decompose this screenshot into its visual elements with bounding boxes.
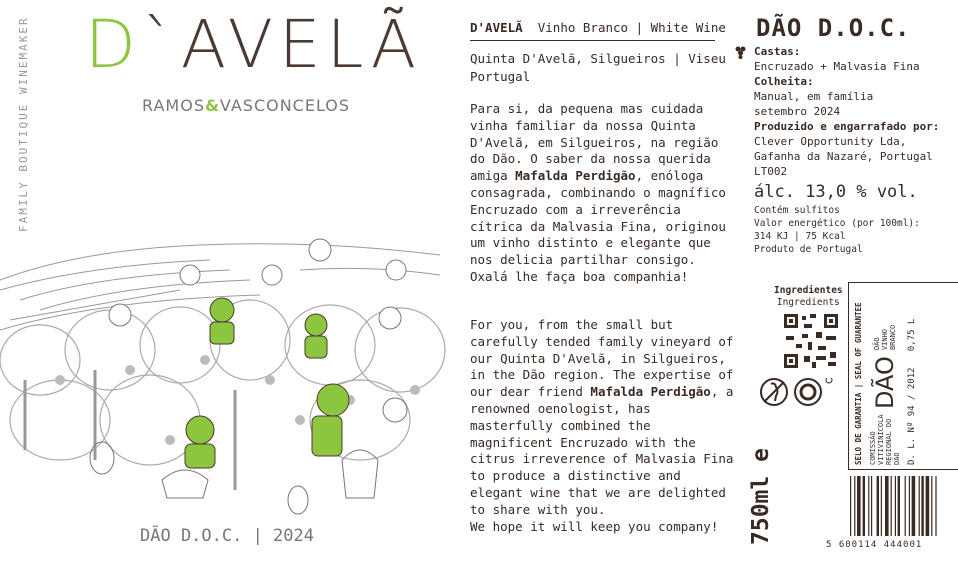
qr-code-icon[interactable] [782, 312, 840, 370]
recycle-icon [795, 379, 821, 405]
barcode-bar [912, 476, 916, 536]
barcode-bar [898, 476, 900, 536]
guarantee-seal: SELO DE GARANTIA | SEAL OF GUARANTEE COMISSÃO VITIVINÍCOLA REGIONAL DO DÃO DÃO DÃO VINHO BRANCO D. L. Nº 94 / 2012 0,75 L [848, 282, 958, 470]
wine-type-header: D'AVELÃ Vinho Branco | White Wine [470, 20, 726, 35]
barcode-bar [871, 476, 872, 536]
brand-tagline: RAMOS&VASCONCELOS [142, 96, 351, 115]
registered-icon [826, 378, 832, 383]
vineyard-illustration [0, 230, 455, 530]
barcode-bar [850, 476, 851, 536]
barcode-bar [891, 476, 892, 536]
barcode-bar [881, 476, 882, 536]
location-text: Quinta D'Avelã, Silgueiros | Viseu Portugal [470, 51, 726, 84]
barcode-number: 5 600114 444001 [826, 540, 923, 550]
barcode-bar [931, 476, 932, 536]
volume-label: 750ml e [748, 448, 774, 545]
divider [470, 40, 715, 41]
symbols-row [756, 378, 846, 420]
barcode-bar [919, 476, 920, 536]
alcohol-content: álc. 13,0 % vol. [754, 182, 918, 202]
bottom-appellation-title: DÃO D.O.C. | 2024 [140, 526, 314, 546]
barcode-bar [921, 476, 923, 536]
portuguese-description: Para si, da pequena mas cuidada vinha familiar da nossa Quinta D'Avelã, em Silgueiros, na região do Dão. O saber da nossa querida amiga Mafalda Perdigão, enóloga consagrada, combinando o magnífico Encruzado com a irreverência cítrica da Malvasia Fina, originou um vinho distinto e elegante que nos delicia partilhar consigo. Oxalá lhe faça boa companhia! [470, 101, 726, 284]
barcode-bar [885, 476, 889, 536]
left-panel [0, 0, 455, 563]
barcode-bar [868, 476, 869, 536]
barcode-bar [926, 476, 930, 536]
pregnancy-warning-icon [761, 379, 787, 405]
barcode-bar [909, 476, 910, 536]
english-description: For you, from the small but carefully tended family vineyard of our Quinta D'Avelã, in Silgueiros, in the Dão region. The expertise of our dear friend Mafalda Perdigão, a renowned oenologist, has masterfully combined the magnificent Encruzado with the citrus irreverence of Malvasia Fina to produce a distinctive and elegant wine that we are delighted to share with you. We hope it will keep you company! [470, 317, 734, 534]
right-panel [748, 0, 958, 563]
barcode-bar [877, 476, 879, 536]
barcode-bar [863, 476, 865, 536]
barcode [848, 476, 958, 542]
ingredients-label: Ingredientes Ingredients [774, 285, 843, 308]
barcode-bar [895, 476, 896, 536]
brand-logo: D`AVELÃ [85, 6, 423, 83]
appellation-title: DÃO D.O.C. [756, 14, 911, 42]
barcode-bar [935, 476, 936, 536]
barcode-bar [857, 476, 861, 536]
side-vertical-text: FAMILY BOUTIQUE WINEMAKER [17, 16, 30, 232]
middle-panel [460, 0, 745, 563]
grape-icon [734, 44, 748, 60]
barcode-bar [854, 476, 855, 536]
barcode-bar [905, 476, 906, 536]
technical-info: Castas: Encruzado + Malvasia Fina Colheita: Manual, em família setembro 2024 Produzido e engarrafado por: Clever Opportunity Lda, Gafanha da Nazaré, Portugal LT002 álc. 13,0 % vol. Contém sulfitos Valor energético (por 100ml): 314 KJ | 75 Kcal Produto de Portugal [754, 44, 958, 256]
